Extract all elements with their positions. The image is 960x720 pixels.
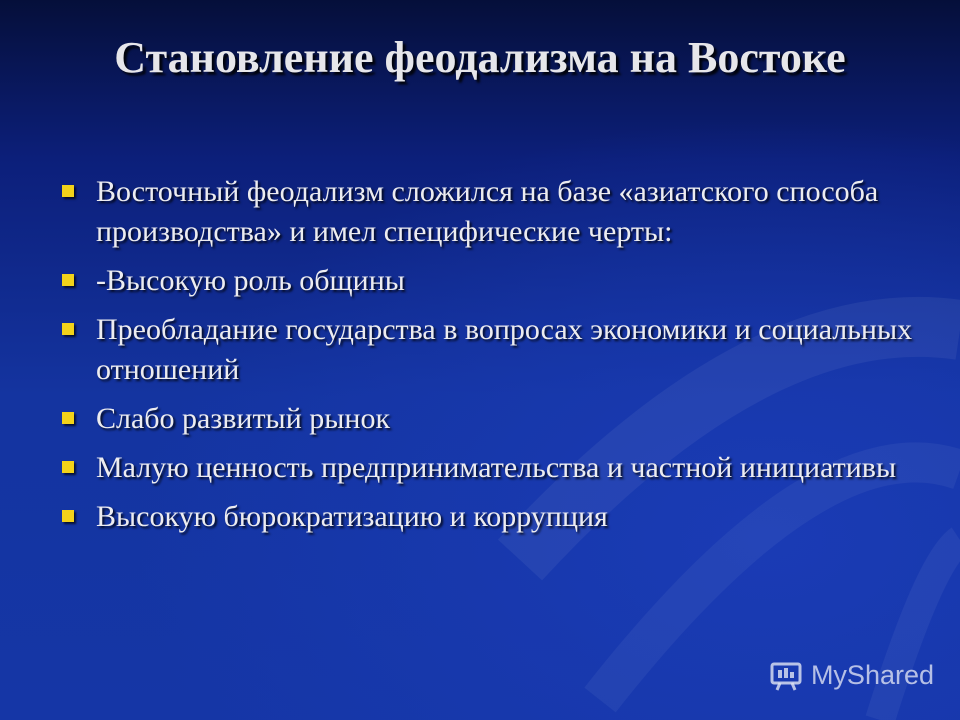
square-bullet-icon (62, 323, 74, 335)
square-bullet-icon (62, 510, 74, 522)
bullet-item (56, 261, 916, 301)
myshared-logo-icon (769, 658, 803, 692)
myshared-watermark (769, 658, 934, 692)
square-bullet-icon (62, 461, 74, 473)
square-bullet-icon (62, 185, 74, 197)
watermark-text: MyShared (810, 659, 934, 690)
bullet-text: Высокую бюрократизацию и коррупция (96, 500, 608, 533)
bullet-item (56, 310, 916, 390)
bullet-item (56, 448, 916, 488)
square-bullet-icon (62, 412, 74, 424)
bullet-text: -Высокую роль общины (96, 264, 405, 297)
bullet-text: Преобладание государства в вопросах экономики и социальных отношений (96, 313, 913, 386)
bullet-text: Восточный феодализм сложился на базе «азиатского способа производства» и имел специфические черты: (96, 175, 879, 248)
bullet-text: Малую ценность предпринимательства и частной инициативы (96, 451, 897, 484)
bullet-item (56, 172, 916, 252)
bullet-list (56, 172, 916, 546)
bullet-item (56, 399, 916, 439)
bullet-text: Слабо развитый рынок (96, 402, 391, 435)
square-bullet-icon (62, 274, 74, 286)
bullet-item (56, 497, 916, 537)
slide-title: Становление феодализма на Востоке (114, 33, 846, 82)
